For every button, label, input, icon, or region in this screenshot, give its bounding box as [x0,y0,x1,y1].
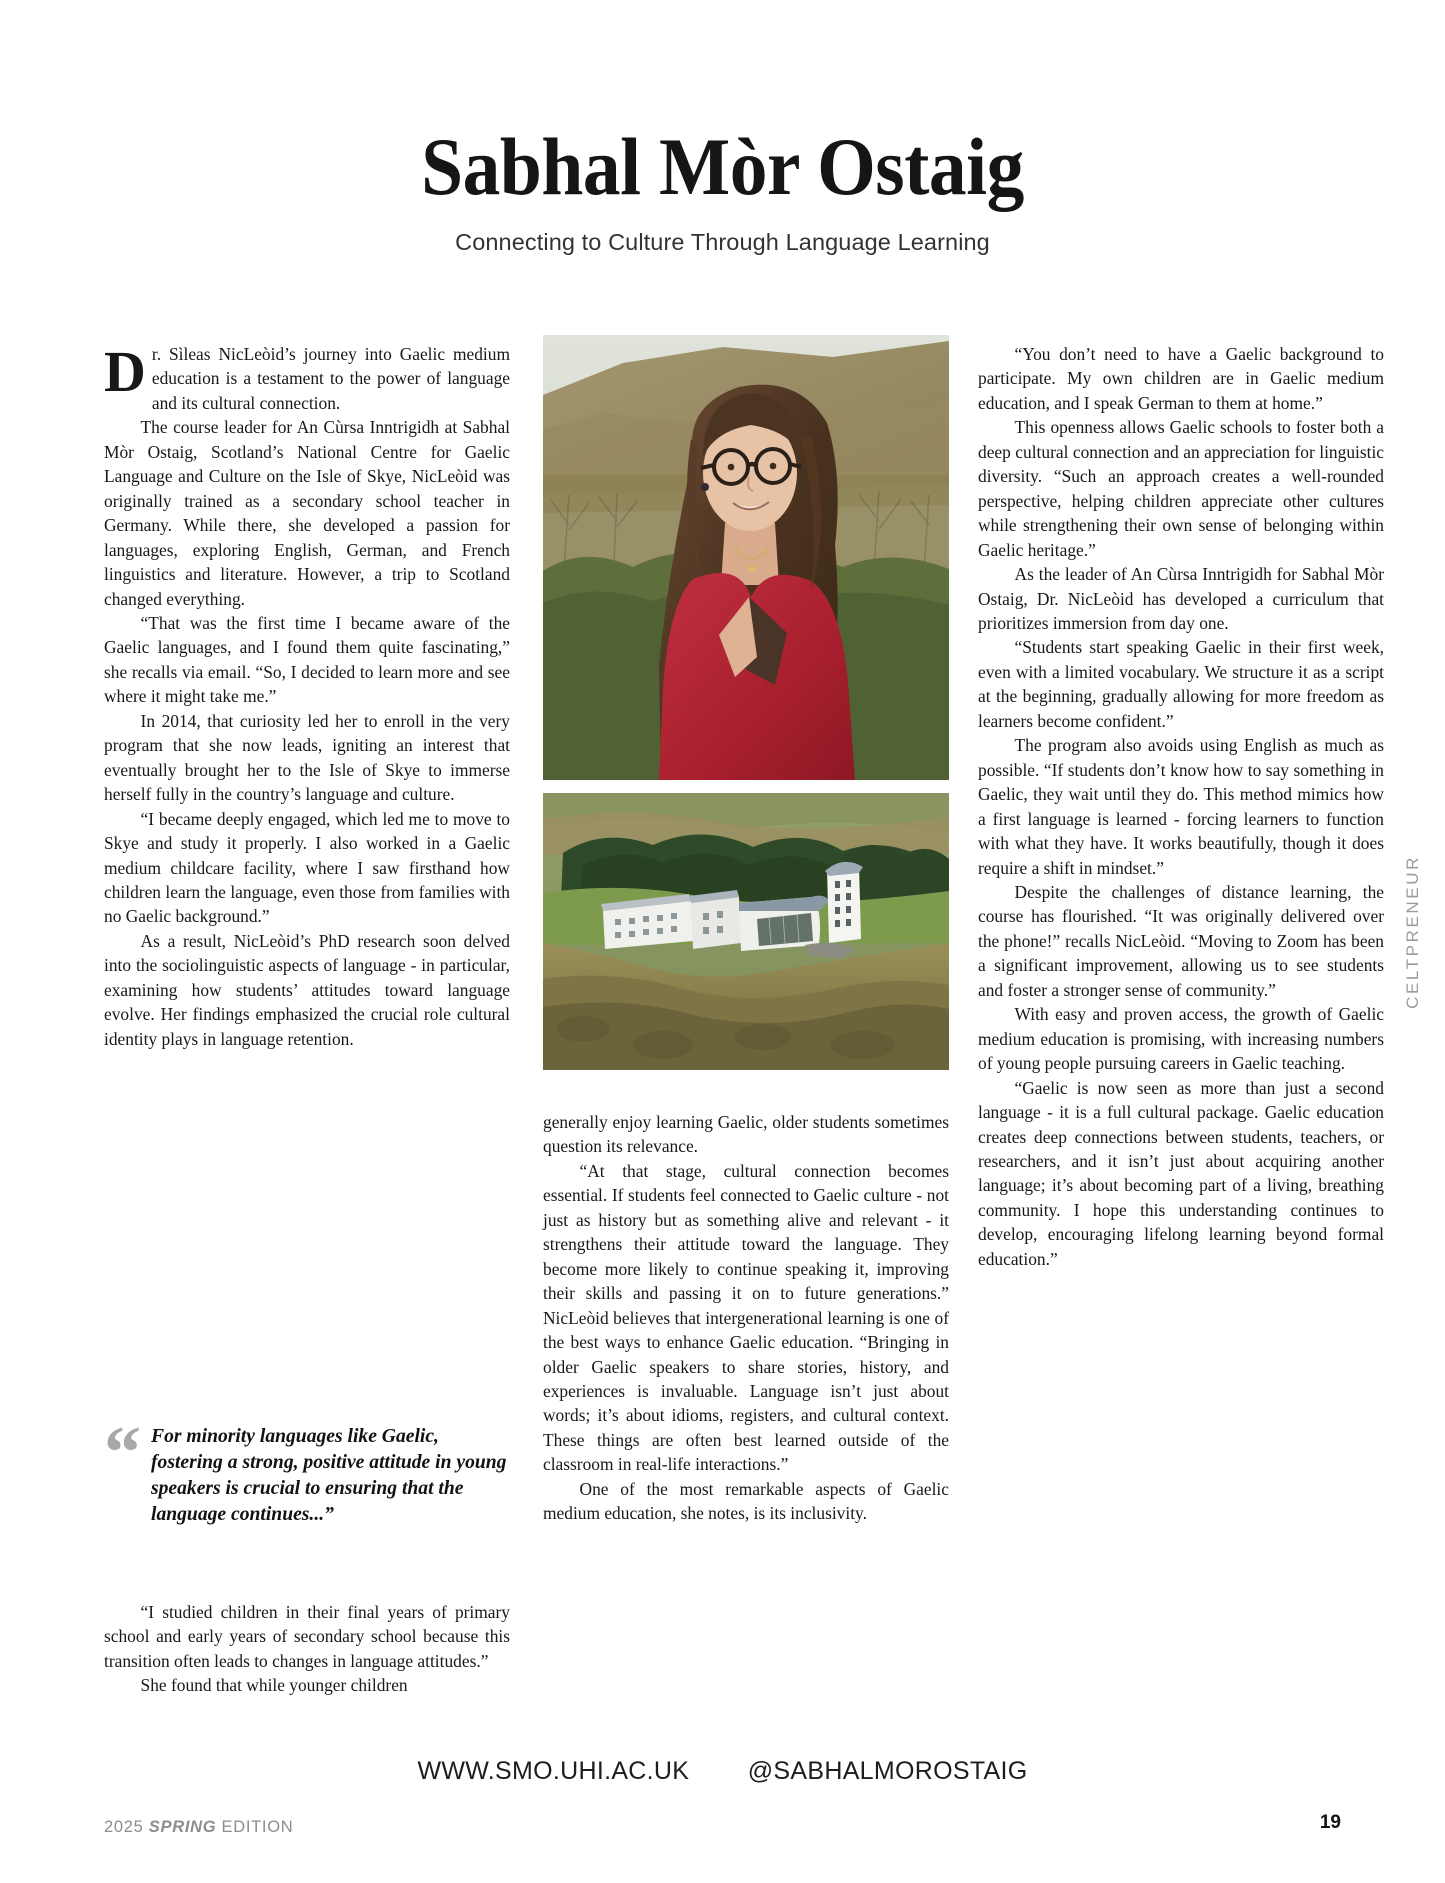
pull-quote-text: For minority languages like Gaelic, fostering a strong, positive attitude in young speakers is crucial to ensuring that the language continues...” [151,1426,507,1526]
portrait-photo-graphic [543,335,949,780]
article-column-two [543,1110,949,1526]
paragraph: “I studied children in their final years of primary school and early years of secondary school because this transition often leads to changes in language attitudes.” [104,1602,510,1671]
campus-photo-graphic [543,793,949,1070]
article-column-one-continued [104,1600,510,1698]
paragraph: Despite the challenges of distance learning, the course has flourished. “It was originally delivered over the phone!” recalls NicLeòid. “Moving to Zoom has been a significant improvement, allowing us to see students and foster a stronger sense of community.” [978,881,1384,1000]
masthead [0,121,1445,256]
page-title: Sabhal Mòr Ostaig [421,121,1024,212]
paragraph: “That was the first time I became aware of the Gaelic languages, and I found them quite fascinating,” she recalls via email. “So, I decided to learn more and see where it might take me.” [104,612,510,707]
paragraph: “At that stage, cultural connection becomes essential. If students feel connected to Gaelic culture - not just as history but as something alive and relevant - it strengthens their attitude toward the language. They become more likely to continue speaking it, improving their skills and passing it on to future generations.” NicLeòid believes that intergenerational learning is one of the best ways to enhance Gaelic education. “Bringing in older Gaelic speakers to share stories, history, and experiences is invaluable. Language isn’t just about words; it’s about idioms, registers, and cultural context. These things are often best learned outside of the classroom in real-life interactions.” [543,1160,949,1475]
paragraph: generally enjoy learning Gaelic, older students sometimes question its relevance. [543,1112,949,1157]
paragraph: The course leader for An Cùrsa Inntrigidh at Sabhal Mòr Ostaig, Scotland’s National Centre for Gaelic Language and Culture on the Isle of Skye, NicLeòid was originally trained as a secondary school teacher in Germany. While there, she developed a passion for languages, exploring English, German, and French linguistics and literature. However, a trip to Scotland changed everything. [104,417,510,609]
vertical-brand-label: CELTPRENEUR [1403,855,1422,1009]
edition-year: 2025 [104,1818,149,1836]
page-number: 19 [1319,1812,1341,1833]
edition-season: SPRING [148,1818,217,1836]
paragraph: She found that while younger children [140,1675,408,1696]
footer-links [0,1757,1445,1786]
website-link[interactable]: WWW.SMO.UHI.AC.UK [417,1757,690,1785]
paragraph: One of the most remarkable aspects of Gaelic medium education, she notes, is its inclusivity. [543,1478,949,1524]
paragraph: “Students start speaking Gaelic in their first week, even with a limited vocabulary. We structure it as a script at the beginning, gradually allowing for more freedom as learners become confident.” [978,637,1384,731]
paragraph: The program also avoids using English as much as possible. “If students don’t know how to say something in Gaelic, they wait until they do. This method mimics how a first language is learned - forcing learners to function with what they have. It works beautifully, though it does require a shift in mindset.” [978,735,1384,878]
article-column-three [978,342,1384,1271]
paragraph: “Gaelic is now seen as more than just a second language - it is a full cultural package. Gaelic education creates deep connections between students, teachers, or researchers, and it isn’t just about acquiring another language; it’s about becoming part of a living, breathing community. I hope this understanding continues to develop, encouraging lifelong learning beyond formal education.” [978,1077,1384,1269]
paragraph: Dr. Sìleas NicLeòid’s journey into Gaelic medium education is a testament to the power of language and its cultural connection. [104,339,510,413]
paragraph: As the leader of An Cùrsa Inntrigidh for Sabhal Mòr Ostaig, Dr. NicLeòid has developed a curriculum that prioritizes immersion from day one. [978,564,1384,633]
edition-suffix: EDITION [216,1818,294,1836]
footer-edition [104,1818,293,1837]
pull-quote [104,1412,510,1528]
paragraph: “I became deeply engaged, which led me to move to Skye and study it properly. I also worked in a Gaelic medium childcare facility, where I saw firsthand how children learn the language, even those from families with no Gaelic background.” [104,808,510,927]
portrait-photo [543,335,949,780]
paragraph: As a result, NicLeòid’s PhD research soon delved into the sociolinguistic aspects of language - in particular, examining how students’ attitudes toward language evolve. Her findings emphasized the crucial role cultural identity plays in language retention. [104,930,510,1049]
page-subtitle: Connecting to Culture Through Language Learning [455,228,990,255]
paragraph: “You don’t need to have a Gaelic background to participate. My own children are in Gaelic medium education, and I speak German to them at home.” [978,344,1384,413]
campus-photo [543,793,949,1070]
social-handle-link[interactable]: @SABHALMOROSTAIG [747,1757,1028,1785]
quote-mark-icon: “ [104,1412,141,1494]
paragraph: This openness allows Gaelic schools to foster both a deep cultural connection and an appreciation for linguistic diversity. “Such an approach creates a well-rounded perspective, helping children appreciate other cultures while strengthening their own sense of belonging within Gaelic heritage.” [978,417,1384,560]
paragraph: In 2014, that curiosity led her to enroll in the very program that she now leads, igniting an interest that eventually brought her to the Isle of Skye to immerse herself fully in the country’s language and culture. [104,710,510,805]
paragraph: With easy and proven access, the growth of Gaelic medium education is promising, with increasing numbers of young people pursuing careers in Gaelic teaching. [978,1004,1384,1074]
article-column-one [104,339,510,1051]
